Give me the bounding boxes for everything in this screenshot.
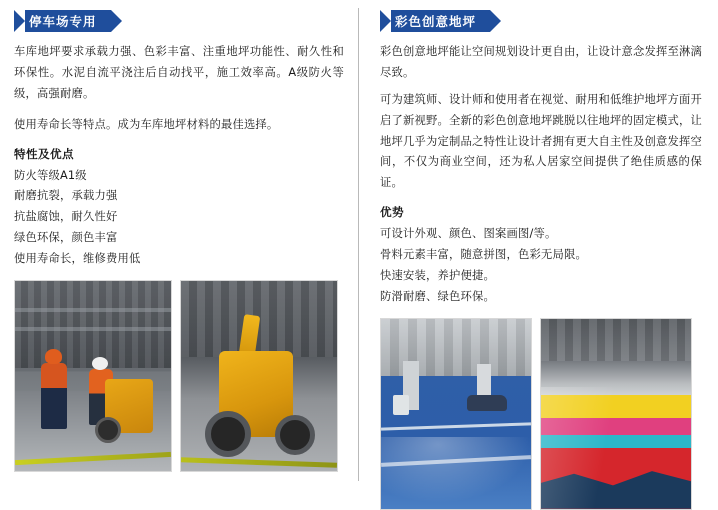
- flag-arrow-icon: [14, 10, 25, 32]
- left-paragraph-1: 车库地坪要求承载力强、色彩丰富、注重地坪功能性、耐久性和环保性。水泥自流平浇注后自动找平，施工效率高。A级防火等级，高强耐磨。: [14, 45, 344, 100]
- colorful-creative-floor-photo: [540, 318, 692, 510]
- list-item: 防火等级A1级: [14, 168, 87, 182]
- right-section-heading: [380, 10, 702, 32]
- list-item: 防滑耐磨、绿色环保。: [380, 289, 495, 303]
- left-section-heading: [14, 10, 344, 32]
- right-paragraph-1: 彩色创意地坪能让空间规划设计更自由，让设计意念发挥至淋漓尽致。: [380, 45, 702, 79]
- flag-tail-icon: [490, 10, 501, 32]
- blue-epoxy-floor-photo: [380, 318, 532, 510]
- left-heading-label: 停车场专用: [25, 10, 111, 32]
- garage-workers-photo: [14, 280, 172, 472]
- list-item: 绿色环保，颜色丰富: [14, 231, 118, 245]
- list-item: 使用寿命长，维修费用低: [14, 252, 141, 266]
- right-heading-label: 彩色创意地坪: [391, 10, 490, 32]
- list-item: 可设计外观、颜色、图案画图/等。: [380, 227, 557, 241]
- left-paragraph-2: 使用寿命长等特点。成为车库地坪材料的最佳选择。: [14, 117, 279, 131]
- flag-tail-icon: [111, 10, 122, 32]
- right-column: [358, 10, 702, 481]
- right-paragraph-2: 可为建筑师、设计师和使用者在视觉、耐用和低维护地坪方面开启了新视野。全新的彩色创意地坪跳脱以往地坪的固定模式，让地坪几乎为定制品之特性让设计者拥有更大自主性及创意发挥空间，不仅为商业空间，还为私人居家空间提供了绝佳质感的保证。: [380, 92, 702, 190]
- right-subheading: 优势: [380, 205, 404, 220]
- right-photo-row: [380, 318, 702, 510]
- left-photo-row: [14, 280, 344, 472]
- list-item: 骨料元素丰富，随意拼图，色彩无局限。: [380, 248, 587, 262]
- left-feature-list: [14, 166, 344, 270]
- left-column: [14, 10, 358, 481]
- list-item: 耐磨抗裂，承载力强: [14, 189, 118, 203]
- flag-arrow-icon: [380, 10, 391, 32]
- left-subheading: 特性及优点: [14, 146, 74, 161]
- column-divider: [358, 8, 359, 481]
- right-advantage-list: [380, 224, 702, 308]
- list-item: 快速安装，养护便捷。: [380, 269, 495, 283]
- floor-machine-photo: [180, 280, 338, 472]
- list-item: 抗盐腐蚀，耐久性好: [14, 210, 118, 224]
